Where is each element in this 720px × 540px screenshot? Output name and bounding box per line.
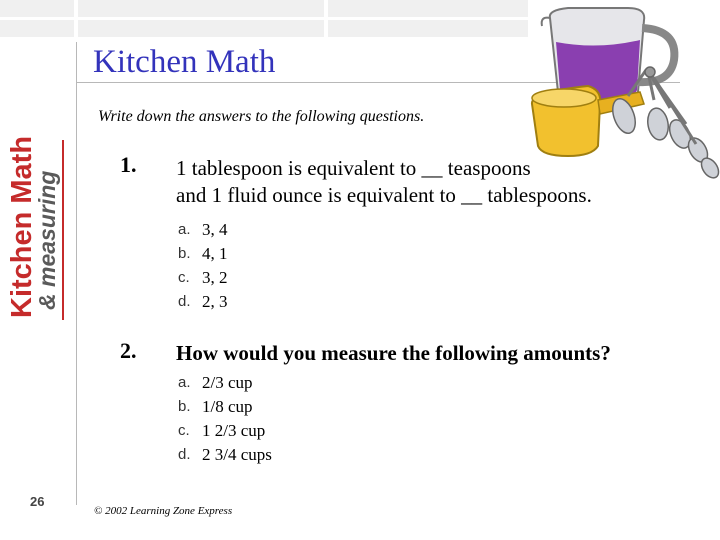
header-grid-cell <box>0 20 74 37</box>
page-number: 26 <box>30 494 45 509</box>
question-line: and 1 fluid ounce is equivalent to __ tablespoons. <box>176 183 592 207</box>
list-item <box>178 290 228 314</box>
brand-rule <box>62 140 64 320</box>
option-letter: b. <box>178 245 191 262</box>
header-grid-cell <box>328 0 528 17</box>
list-item <box>178 242 228 266</box>
question-line: How would you measure the following amounts? <box>176 341 611 365</box>
option-letter: c. <box>178 422 190 439</box>
question-number: 2. <box>120 338 137 363</box>
list-item <box>178 395 272 419</box>
option-text: 3, 4 <box>202 220 228 239</box>
question-text <box>176 340 611 367</box>
option-letter: a. <box>178 374 191 391</box>
option-letter: a. <box>178 221 191 238</box>
list-item <box>178 371 272 395</box>
left-divider <box>76 42 77 505</box>
sidebar-brand <box>8 136 59 318</box>
header-grid-cell <box>0 0 74 17</box>
option-text: 2/3 cup <box>202 373 253 392</box>
instruction-text: Write down the answers to the following questions. <box>98 108 425 125</box>
option-text: 1 2/3 cup <box>202 421 266 440</box>
option-letter: b. <box>178 398 191 415</box>
page-title: Kitchen Math <box>93 44 276 80</box>
option-text: 4, 1 <box>202 244 228 263</box>
header-grid-cell <box>78 20 324 37</box>
option-text: 3, 2 <box>202 268 228 287</box>
question-number: 1. <box>120 152 137 177</box>
header-grid-cell <box>78 0 324 17</box>
option-text: 2 3/4 cups <box>202 445 272 464</box>
question-line: 1 tablespoon is equivalent to __ teaspoons <box>176 156 531 180</box>
brand-line-1: Kitchen Math <box>6 135 38 318</box>
option-text: 2, 3 <box>202 292 228 311</box>
option-list <box>178 218 228 314</box>
list-item <box>178 443 272 467</box>
option-letter: d. <box>178 446 191 463</box>
measuring-tools-illustration <box>528 0 720 205</box>
copyright-text: © 2002 Learning Zone Express <box>94 505 233 517</box>
brand-line-2: & measuring <box>34 170 60 310</box>
list-item <box>178 266 228 290</box>
option-list <box>178 371 272 467</box>
header-grid-cell <box>328 20 528 37</box>
option-letter: d. <box>178 293 191 310</box>
list-item <box>178 419 272 443</box>
list-item <box>178 218 228 242</box>
option-letter: c. <box>178 269 190 286</box>
option-text: 1/8 cup <box>202 397 253 416</box>
